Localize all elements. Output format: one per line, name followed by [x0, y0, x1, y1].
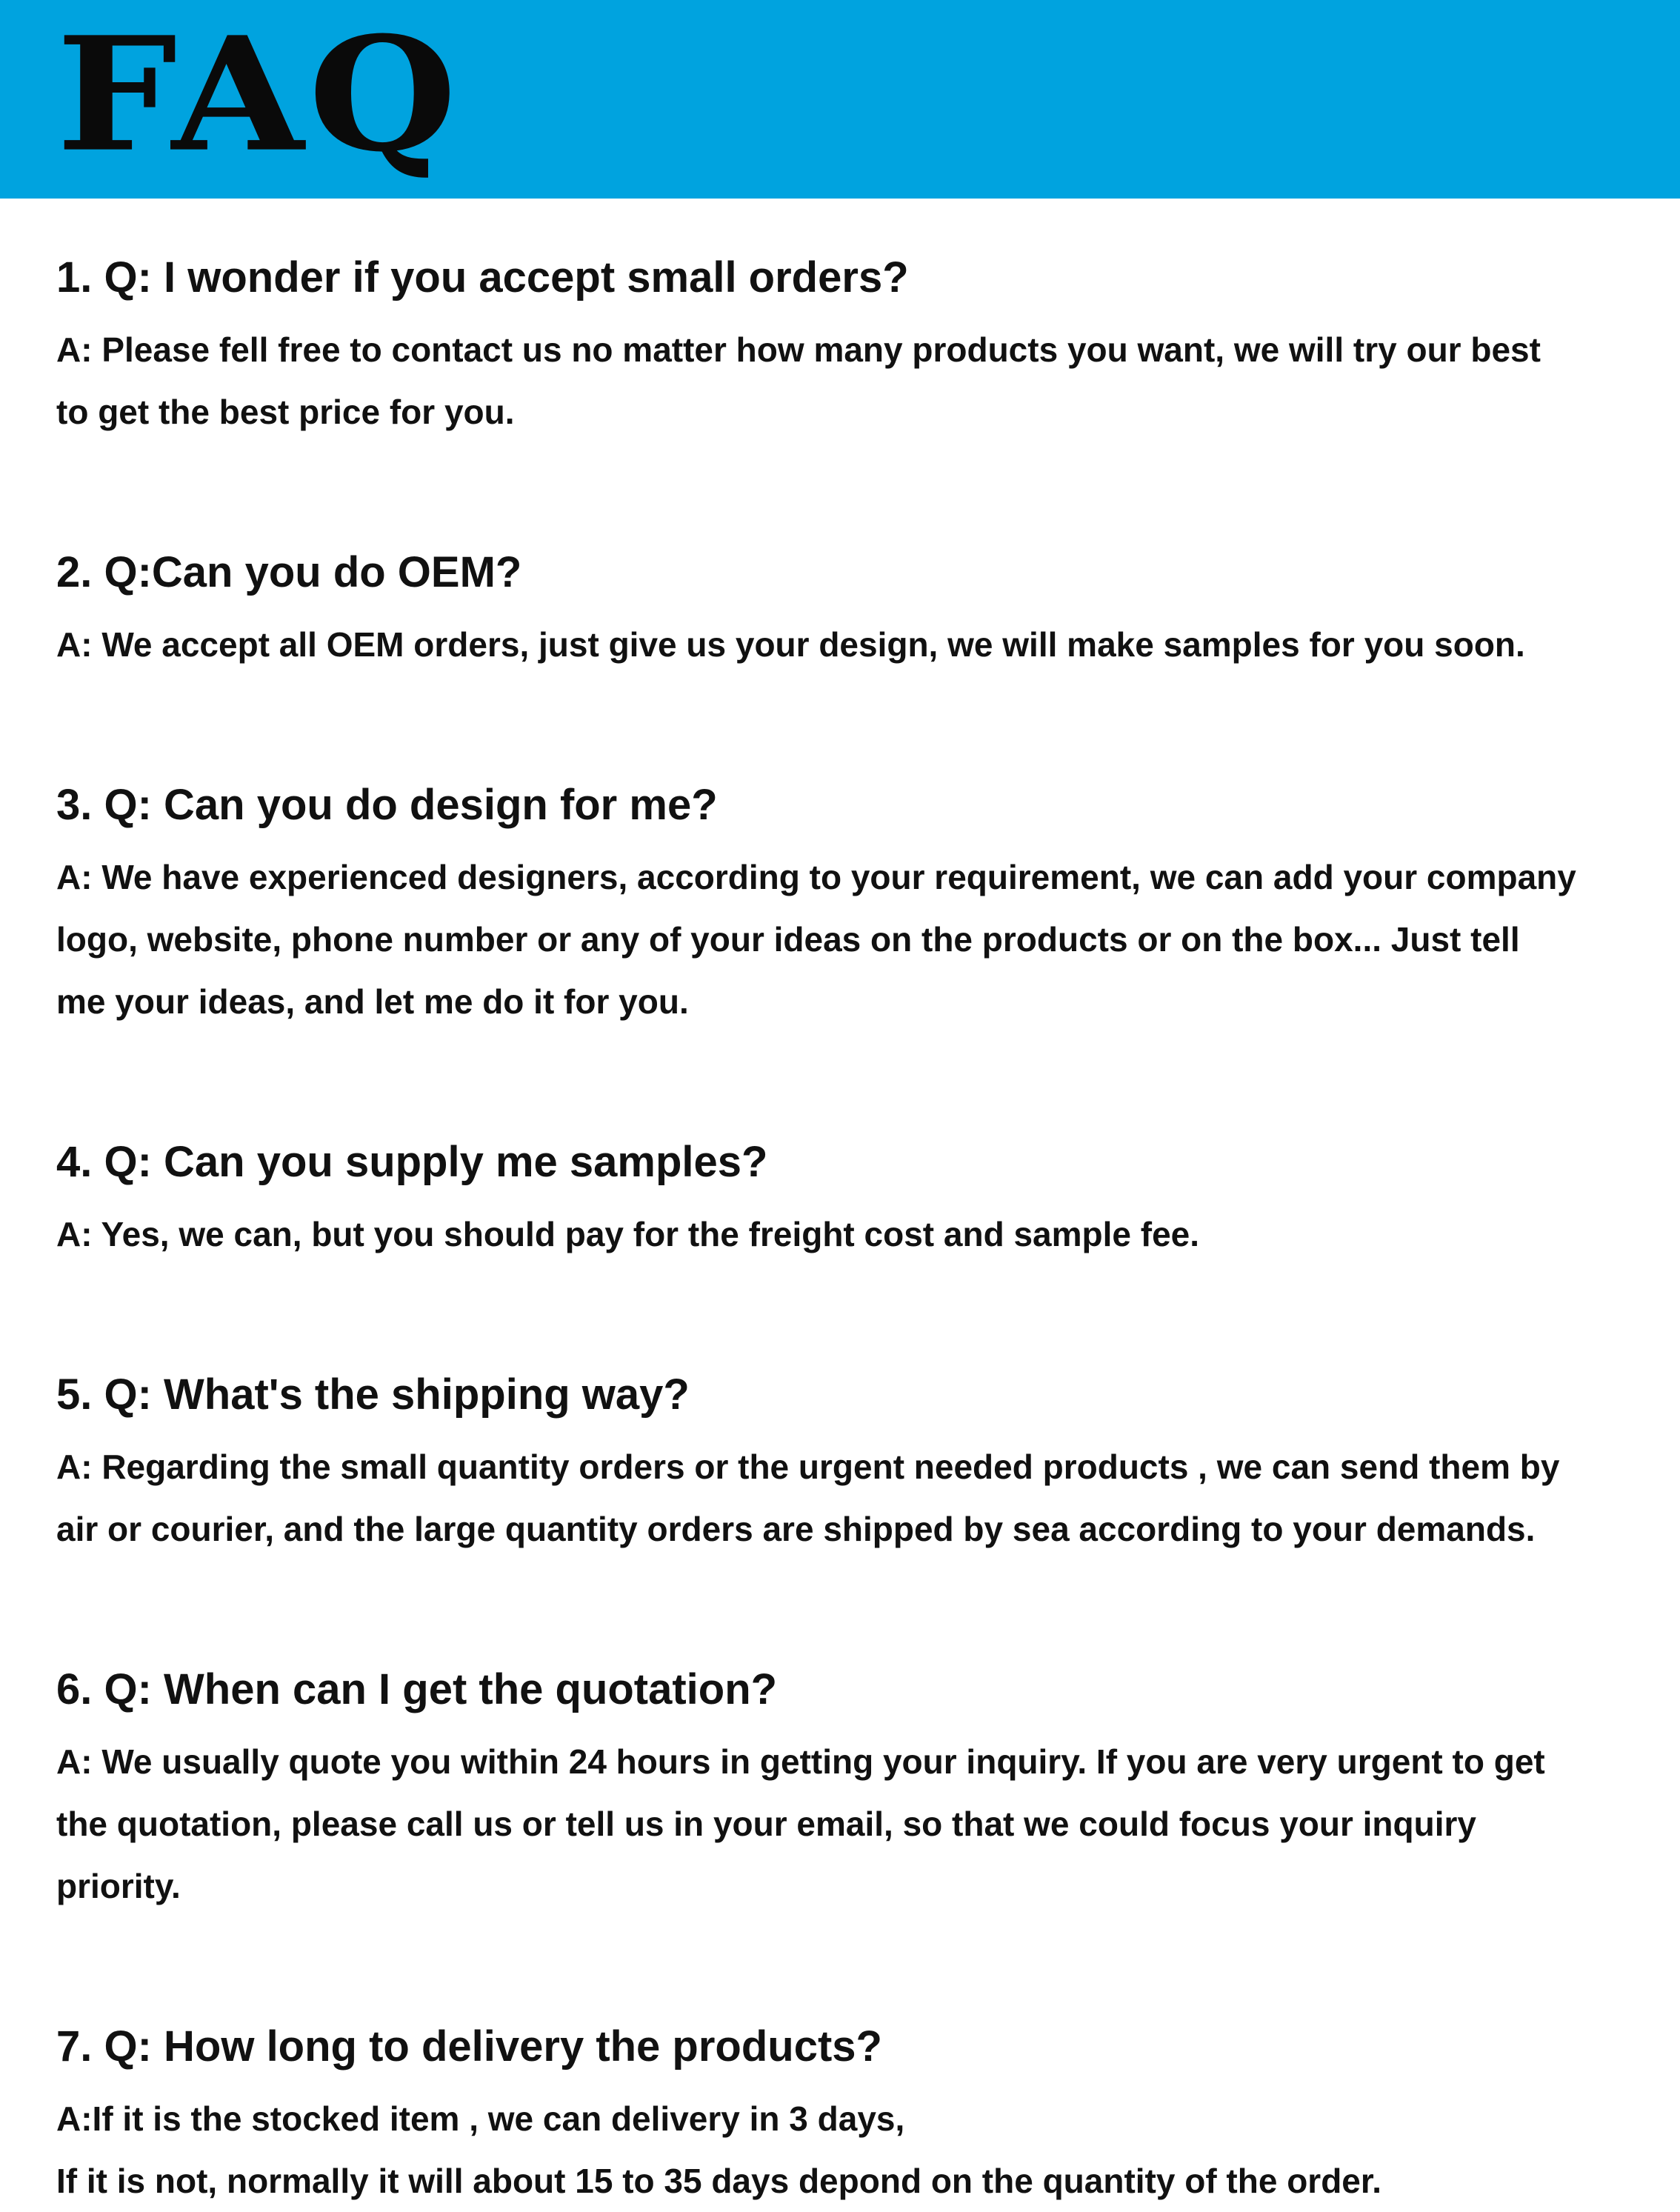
faq-answer: A: Please fell free to contact us no matter how many products you want, we will try our best to get the best price for you.	[56, 330, 1541, 431]
faq-header-banner	[0, 0, 1680, 199]
faq-answer: A: Regarding the small quantity orders or the urgent needed products , we can send them by air or courier, and the large quantity orders are shipped by sea according to your demands.	[56, 1448, 1560, 1548]
faq-item-4	[56, 1122, 1656, 1265]
faq-question: 7. Q: How long to delivery the products?	[56, 2022, 882, 2071]
faq-item-3	[56, 764, 1656, 1033]
faq-answer: A: We usually quote you within 24 hours in getting your inquiry. If you are very urgent to get the quotation, please call us or tell us in your email, so that we could focus your inquiry priority.	[56, 1742, 1545, 1905]
page-title: FAQ	[56, 2, 461, 187]
faq-item-5	[56, 1354, 1656, 1560]
faq-question: 3. Q: Can you do design for me?	[56, 781, 718, 829]
faq-list	[56, 237, 1656, 2212]
faq-answer: A:If it is the stocked item , we can delivery in 3 days, If it is not, normally it will about 15 to 35 days depond on the quantity of the order.	[56, 2099, 1382, 2200]
faq-answer: A: We have experienced designers, according to your requirement, we can add your company logo, website, phone number or any of your ideas on the products or on the box... Just tell me your ideas, and let me do it for you.	[56, 858, 1576, 1021]
faq-question: 5. Q: What's the shipping way?	[56, 1370, 690, 1419]
faq-question: 6. Q: When can I get the quotation?	[56, 1665, 778, 1713]
faq-question: 4. Q: Can you supply me samples?	[56, 1138, 768, 1186]
faq-answer: A: We accept all OEM orders, just give us your design, we will make samples for you soon.	[56, 625, 1525, 664]
spacer	[56, 1917, 1656, 2006]
spacer	[56, 443, 1656, 532]
faq-item-2	[56, 532, 1656, 676]
faq-item-1	[56, 237, 1656, 443]
faq-item-6	[56, 1649, 1656, 1917]
faq-question: 1. Q: I wonder if you accept small orders?	[56, 253, 909, 302]
spacer	[56, 1265, 1656, 1354]
faq-answer: A: Yes, we can, but you should pay for the freight cost and sample fee.	[56, 1215, 1200, 1253]
faq-question: 2. Q:Can you do OEM?	[56, 548, 522, 596]
spacer	[56, 1033, 1656, 1122]
spacer	[56, 1560, 1656, 1649]
faq-item-7	[56, 2006, 1656, 2212]
spacer	[56, 676, 1656, 764]
